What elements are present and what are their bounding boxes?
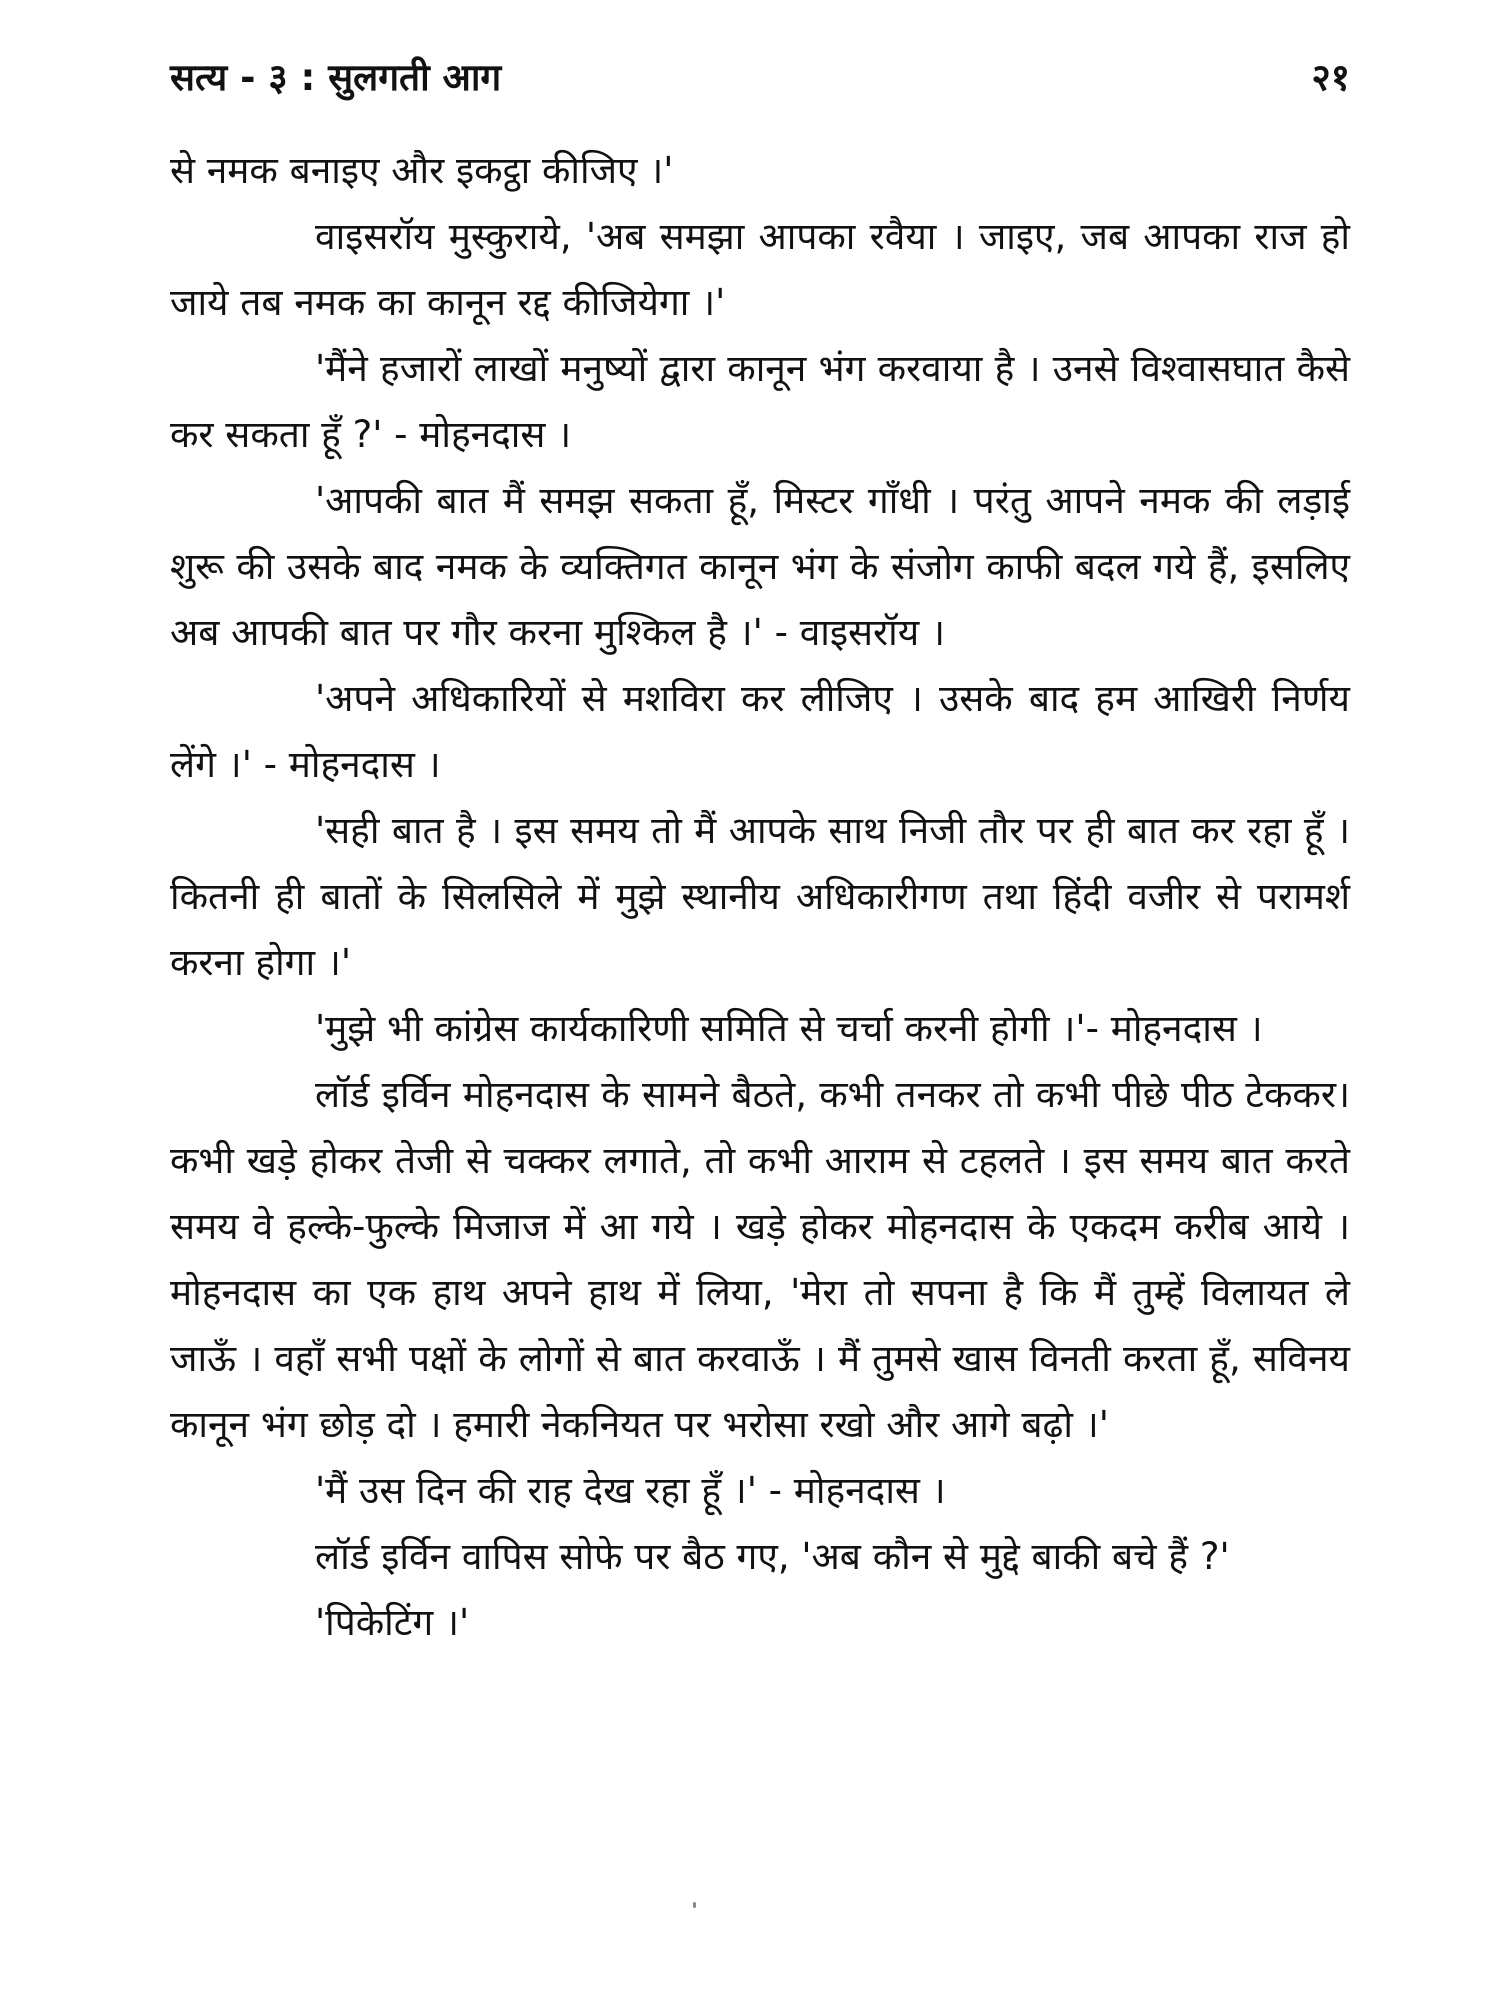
- paragraph-continuation: से नमक बनाइए और इकट्ठा कीजिए ।': [170, 149, 674, 192]
- body-text: [170, 138, 1350, 1656]
- paragraph: लॉर्ड इर्विन मोहनदास के सामने बैठते, कभी तनकर तो कभी पीछे पीठ टेककर। कभी खड़े होकर तेजी से चक्कर लगाते, तो कभी आराम से टहलते । इस समय बात करते समय वे हल्के-फुल्के मिजाज में आ गये । खड़े होकर मोहनदास के एकदम करीब आये । मोहनदास का एक हाथ अपने हाथ में लिया, 'मेरा तो सपना है कि मैं तुम्हें विलायत ले जाऊँ । वहाँ सभी पक्षों के लोगों से बात करवाऊँ । मैं तुमसे खास विनती करता हूँ, सविनय कानून भंग छोड़ दो । हमारी नेकनियत पर भरोसा रखो और आगे बढ़ो ।': [170, 1073, 1350, 1446]
- paragraph: 'मुझे भी कांग्रेस कार्यकारिणी समिति से चर्चा करनी होगी ।'- मोहनदास ।: [315, 1007, 1263, 1050]
- paragraph: वाइसरॉय मुस्कुराये, 'अब समझा आपका रवैया । जाइए, जब आपका राज हो जाये तब नमक का कानून रद्द कीजियेगा ।': [170, 215, 1350, 324]
- paragraph: 'सही बात है । इस समय तो मैं आपके साथ निजी तौर पर ही बात कर रहा हूँ । कितनी ही बातों के सिलसिले में मुझे स्थानीय अधिकारीगण तथा हिंदी वजीर से परामर्श करना होगा ।': [170, 809, 1350, 984]
- running-title: सत्य - ३ : सुलगती आग: [170, 56, 502, 99]
- paragraph: 'अपने अधिकारियों से मशविरा कर लीजिए । उसके बाद हम आखिरी निर्णय लेंगे ।' - मोहनदास ।: [170, 677, 1350, 786]
- paragraph: 'मैं उस दिन की राह देख रहा हूँ ।' - मोहनदास ।: [315, 1469, 946, 1512]
- page-number: २१: [1311, 56, 1350, 99]
- print-speck: [693, 1902, 696, 1908]
- page-header: [170, 48, 1350, 108]
- paragraph: 'आपकी बात मैं समझ सकता हूँ, मिस्टर गाँधी । परंतु आपने नमक की लड़ाई शुरू की उसके बाद नमक के व्यक्तिगत कानून भंग के संजोग काफी बदल गये हैं, इसलिए अब आपकी बात पर गौर करना मुश्किल है ।' - वाइसरॉय ।: [170, 479, 1350, 654]
- paragraph: 'मैंने हजारों लाखों मनुष्यों द्वारा कानून भंग करवाया है । उनसे विश्वासघात कैसे कर सकता हूँ ?' - मोहनदास ।: [170, 347, 1350, 456]
- paragraph: 'पिकेटिंग ।': [315, 1601, 470, 1644]
- paragraph: लॉर्ड इर्विन वापिस सोफे पर बैठ गए, 'अब कौन से मुद्दे बाकी बचे हैं ?': [315, 1535, 1230, 1578]
